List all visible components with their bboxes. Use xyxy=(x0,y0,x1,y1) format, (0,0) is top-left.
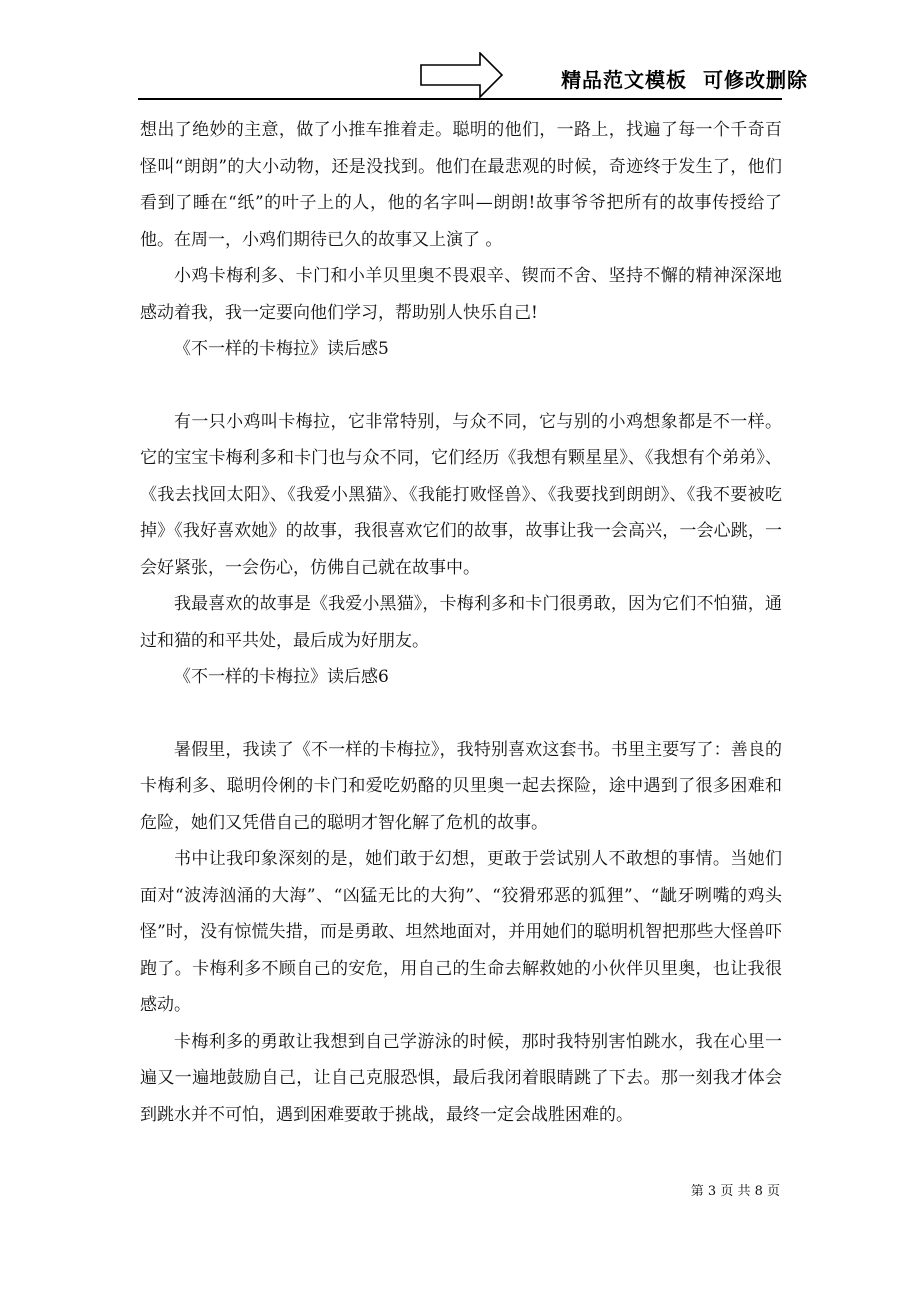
paragraph: 书中让我印象深刻的是，她们敢于幻想，更敢于尝试别人不敢想的事情。当她们面对“波涛汹涌的大海”、“凶猛无比的大狗”、“狡猾邪恶的狐狸”、“龇牙咧嘴的鸡头怪”时，没有惊慌失措，而是勇敢、坦然地面对，并用她们的聪明机智把那些大怪兽吓跑了。卡梅利多不顾自己的安危，用自己的生命去解救她的小伙伴贝里奥，也让我很感动。 xyxy=(140,849,782,1015)
document-body xyxy=(140,112,782,1133)
paragraph: 卡梅利多的勇敢让我想到自己学游泳的时候，那时我特别害怕跳水，我在心里一遍又一遍地鼓励自己，让自己克服恐惧，最后我闭着眼睛跳了下去。那一刻我才体会到跳水并不可怕，遇到困难要敢于挑战，最终一定会战胜困难的。 xyxy=(140,1031,782,1125)
paragraph: 我最喜欢的故事是《我爱小黑猫》，卡梅利多和卡门很勇敢，因为它们不怕猫，通过和猫的和平共处，最后成为好朋友。 xyxy=(140,594,782,651)
section-heading-5: 《不一样的卡梅拉》读后感5 xyxy=(174,339,389,359)
section-heading-6: 《不一样的卡梅拉》读后感6 xyxy=(174,667,389,687)
paragraph: 小鸡卡梅利多、卡门和小羊贝里奥不畏艰辛、锲而不舍、坚持不懈的精神深深地感动着我，我一定要向他们学习，帮助别人快乐自己! xyxy=(140,266,782,323)
blank-line xyxy=(140,696,782,732)
paragraph-continued: 想出了绝妙的主意，做了小推车推着走。聪明的他们，一路上，找遍了每一个千奇百怪叫“朗朗”的大小动物，还是没找到。他们在最悲观的时候，奇迹终于发生了，他们看到了睡在“纸”的叶子上的人，他的名字叫—朗朗!故事爷爷把所有的故事传授给了他。在周一，小鸡们期待已久的故事又上演了 。 xyxy=(140,120,782,250)
header-divider xyxy=(138,98,782,100)
paragraph: 有一只小鸡叫卡梅拉，它非常特别，与众不同，它与别的小鸡想象都是不一样。它的宝宝卡梅利多和卡门也与众不同，它们经历《我想有颗星星》、《我想有个弟弟》、《我去找回太阳》、《我爱小黑猫》、《我能打败怪兽》、《我要找到朗朗》、《我不要被吃掉》《我好喜欢她》的故事，我很喜欢它们的故事，故事让我一会高兴，一会心跳，一会好紧张，一会伤心，仿佛自己就在故事中。 xyxy=(140,411,782,578)
arrow-outline-icon xyxy=(420,52,504,98)
page-number: 第 3 页 共 8 页 xyxy=(690,1184,780,1199)
paragraph: 暑假里，我读了《不一样的卡梅拉》，我特别喜欢这套书。书里主要写了：善良的卡梅利多、聪明伶俐的卡门和爱吃奶酪的贝里奥一起去探险，途中遇到了很多困难和危险，她们又凭借自己的聪明才智化解了危机的故事。 xyxy=(140,739,782,833)
blank-line xyxy=(140,368,782,404)
page-header xyxy=(0,0,920,100)
header-title: 精品范文模板 可修改删除 xyxy=(561,68,808,92)
